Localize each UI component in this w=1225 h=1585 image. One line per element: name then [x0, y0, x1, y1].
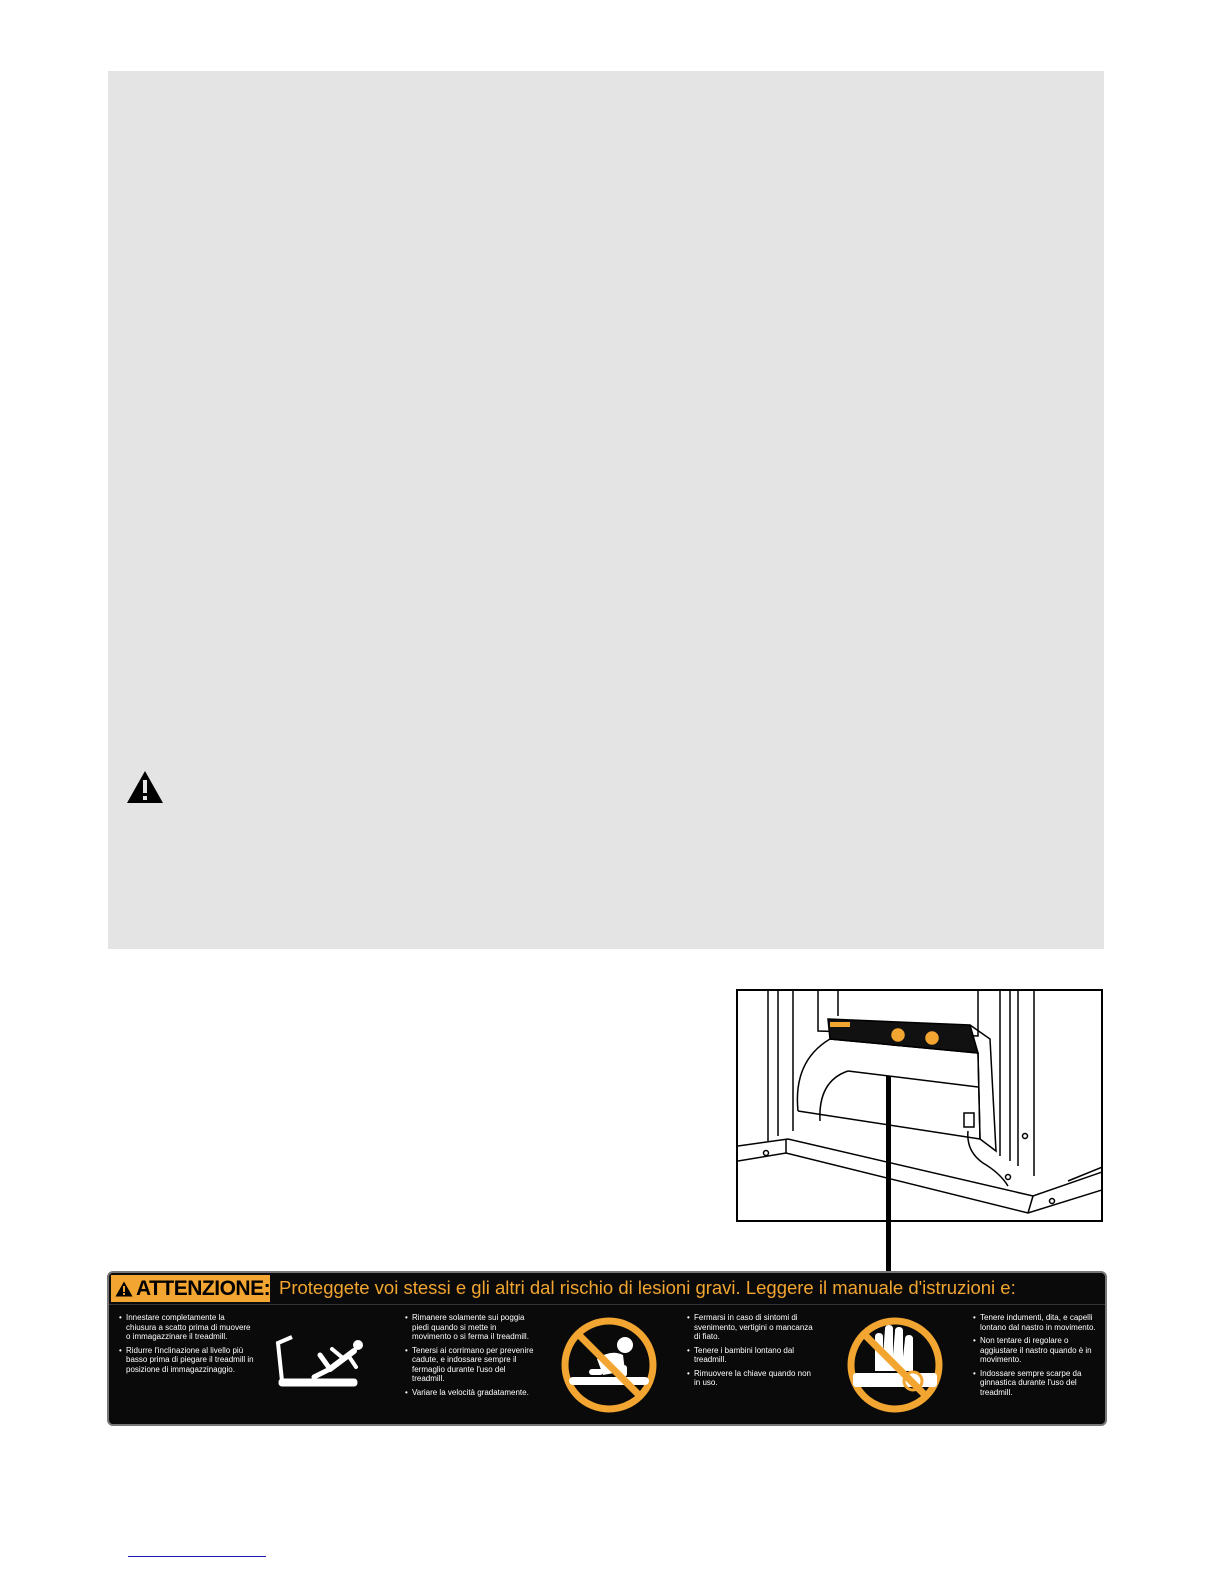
list-item: • Innestare completamente la chiusura a scatto prima di muovere o immagazzinare il treadmill.: [119, 1313, 254, 1342]
list-item: • Indossare sempre scarpe da ginnastica durante l'uso del treadmill.: [973, 1369, 1105, 1398]
no-hands-near-belt-icon: [845, 1315, 945, 1415]
attention-badge: [111, 1275, 270, 1302]
list-item: • Tenere indumenti, dita, e capelli lontano dal nastro in movimento.: [973, 1313, 1105, 1332]
warning-triangle-icon: [126, 770, 164, 804]
treadmill-illustration: [736, 989, 1103, 1222]
no-children-icon: [559, 1315, 659, 1415]
warning-decal: [107, 1271, 1107, 1426]
list-item: • Tenersi ai corrimano per prevenire cadute, e indossare sempre il fermaglio durante l'uso del treadmill.: [405, 1346, 535, 1384]
list-item: • Ridurre l'inclinazione al livello più basso prima di piegare il treadmill in posizione di immagazzinaggio.: [119, 1346, 254, 1375]
list-item: • Tenere i bambini lontano dal treadmill.: [687, 1346, 819, 1365]
decal-column-1: [119, 1313, 254, 1378]
person-falling-off-treadmill-icon: [274, 1331, 366, 1393]
decal-column-3: [687, 1313, 819, 1392]
list-item: • Variare la velocità gradatamente.: [405, 1388, 535, 1398]
attention-heading: ATTENZIONE:: [136, 1276, 271, 1300]
footer-link-underline: [128, 1556, 266, 1557]
decal-pointer-line: [886, 1076, 891, 1272]
treadmill-hood-drawing: [738, 991, 1103, 1222]
list-item: • Rimanere solamente sui poggia piedi quando si mette in movimento o si ferma il treadmill.: [405, 1313, 535, 1342]
decal-header: [109, 1273, 1105, 1305]
warning-triangle-icon: [115, 1281, 133, 1297]
list-item: • Non tentare di regolare o aggiustare il nastro quando è in movimento.: [973, 1336, 1105, 1365]
warning-panel: [108, 71, 1104, 949]
list-item: • Rimuovere la chiave quando non in uso.: [687, 1369, 819, 1388]
list-item: • Fermarsi in caso di sintomi di svenimento, vertigini o mancanza di fiato.: [687, 1313, 819, 1342]
decal-subheading: Proteggete voi stessi e gli altri dal rischio di lesioni gravi. Leggere il manuale d'istruzioni e:: [279, 1277, 1016, 1298]
decal-column-2: [405, 1313, 535, 1401]
decal-column-4: [973, 1313, 1105, 1401]
